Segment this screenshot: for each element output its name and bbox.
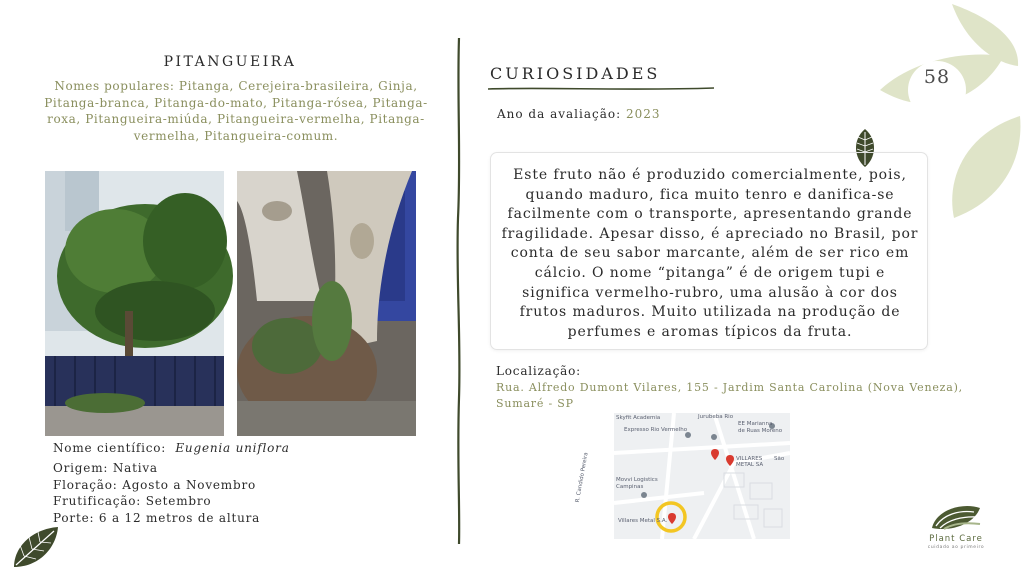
- map-label: METAL SA: [736, 462, 764, 468]
- evaluation-year: [497, 107, 661, 121]
- location-address: Rua. Alfredo Dumont Vilares, 155 - Jardim Santa Carolina (Nova Veneza), Sumaré - SP: [496, 381, 963, 410]
- page-number: 58: [923, 66, 951, 88]
- location-map[interactable]: [574, 413, 790, 539]
- column-divider: [452, 38, 466, 544]
- map-label: Campinas: [616, 484, 644, 490]
- origin: Origem: Nativa: [53, 461, 158, 475]
- map-label: de Ruas Moreno: [738, 428, 783, 434]
- brand-tagline: cuidado ao primeiro: [927, 545, 985, 550]
- map-label: Villares Metal S.A.: [618, 518, 668, 524]
- leaf-icon: [10, 523, 60, 571]
- size: Porte: 6 a 12 metros de altura: [53, 511, 261, 525]
- map-label: VILLARES: [736, 456, 763, 462]
- map-label: São: [774, 456, 785, 462]
- scientific-name-line: [53, 441, 290, 455]
- tree-photo: [45, 171, 224, 436]
- map-label: R. Candido Pereira: [574, 452, 590, 503]
- curiosities-text: Este fruto não é produzido comercialmente, pois, quando maduro, fica muito tenro e danifica-se facilmente com o transporte, apresentando grande fragilidade. Apesar disso, é apreciado no Brasil, por conta de seu sabor marcante, além de ser rico em cálcio. O nome “pitanga” é de origem tupi e significa vermelho-rubro, uma alusão à cor dos frutos maduros. Muito utilizada na produção de perfumes e aromas típicos da fruta.: [501, 167, 919, 340]
- map-label: EE Marianna: [738, 421, 773, 427]
- plant-title: PITANGUEIRA: [163, 54, 297, 70]
- year-label: Ano da avaliação:: [497, 107, 622, 121]
- brand-name: Plant Care: [929, 534, 983, 544]
- map-label: Expresso Rio Vermelho: [624, 427, 688, 433]
- location-label: Localização:: [496, 364, 581, 378]
- title-underline: [488, 86, 714, 92]
- map-label: Jurubeba Rio: [698, 414, 734, 420]
- map-label: Movvi Logistics: [616, 477, 658, 483]
- scientific-name: Eugenia uniflora: [175, 441, 290, 455]
- scientific-name-label: Nome científico:: [53, 441, 167, 455]
- year-value: 2023: [625, 107, 661, 121]
- curiosities-title: CURIOSIDADES: [490, 64, 661, 83]
- fruiting: Frutificação: Setembro: [53, 494, 212, 508]
- map-label: Skyfit Academia: [616, 415, 661, 421]
- flowering: Floração: Agosto a Novembro: [53, 478, 257, 492]
- trunk-photo: [237, 171, 416, 436]
- popular-names: Nomes populares: Pitanga, Cerejeira-brasileira, Ginja, Pitanga-branca, Pitanga-do-mato, Pitanga-rósea, Pitanga-roxa, Pitangueira-miúda, Pitangueira-vermelha, Pitanga-vermelha, Pitangueira-comum.: [44, 79, 428, 143]
